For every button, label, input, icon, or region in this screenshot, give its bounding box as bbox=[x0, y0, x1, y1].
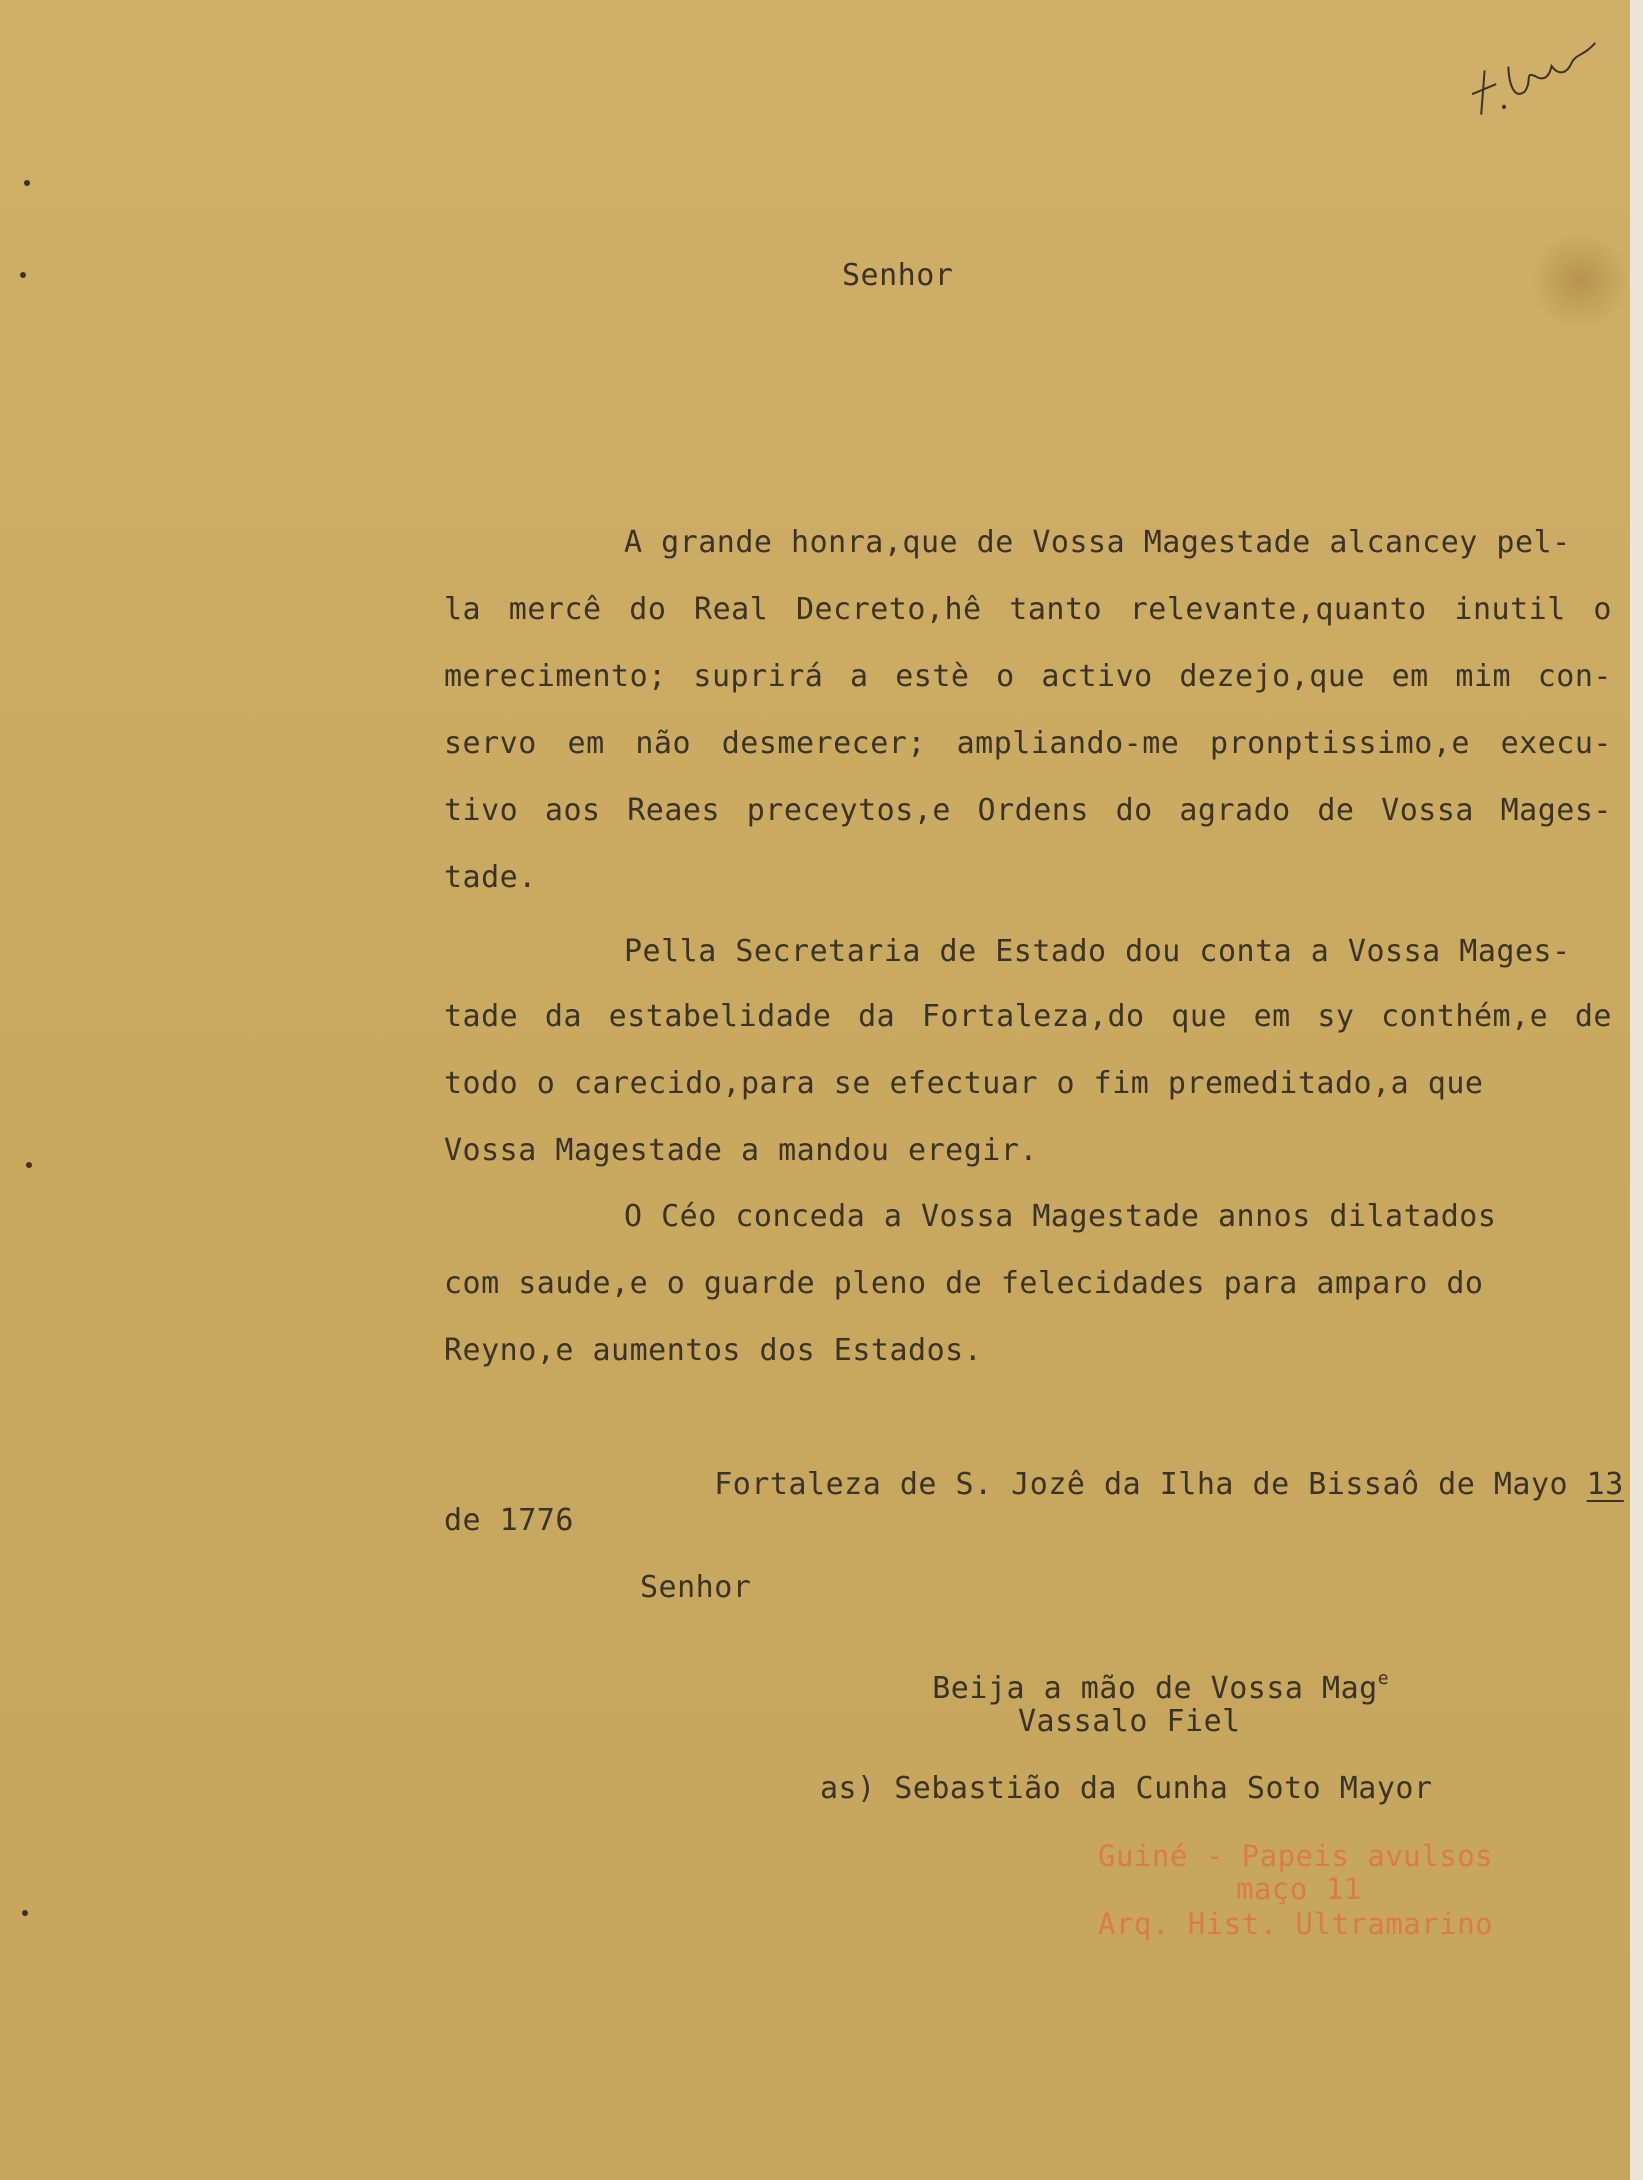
signature: as) Sebastião da Cunha Soto Mayor bbox=[820, 1771, 1433, 1806]
dateline-year: de 1776 bbox=[444, 1503, 574, 1538]
handwritten-annotation bbox=[1455, 21, 1620, 135]
archive-stamp-line-3: Arq. Hist. Ultramarino bbox=[1098, 1907, 1494, 1941]
punch-mark bbox=[22, 1910, 28, 1916]
punch-mark bbox=[26, 1162, 32, 1168]
paragraph-2-line-2: tade da estabelidade da Fortaleza,do que em sy conthém,e de bbox=[444, 999, 1612, 1034]
closing-kiss-hand-text: Beija a mão de Vossa Mag bbox=[932, 1671, 1378, 1706]
archive-stamp-line-2: maço 11 bbox=[1236, 1872, 1362, 1906]
paragraph-1-line-5: tivo aos Reaes preceytos,e Ordens do agrado de Vossa Mages- bbox=[444, 793, 1612, 828]
paragraph-3-line-3: Reyno,e aumentos dos Estados. bbox=[444, 1333, 983, 1368]
salutation: Senhor bbox=[842, 258, 954, 293]
closing-salutation: Senhor bbox=[640, 1570, 752, 1605]
paragraph-2-line-3: todo o carecido,para se efectuar o fim premeditado,a que bbox=[444, 1066, 1484, 1101]
paragraph-1-line-4: servo em não desmerecer; ampliando-me pronptissimo,e execu- bbox=[444, 726, 1612, 761]
dateline bbox=[640, 1440, 1624, 1530]
punch-mark bbox=[20, 272, 26, 278]
closing-kiss-hand-sup: e bbox=[1377, 1668, 1390, 1689]
dateline-day: 13 bbox=[1586, 1467, 1624, 1502]
paper-stain bbox=[1525, 235, 1630, 325]
archive-stamp-line-1: Guiné - Papeis avulsos bbox=[1098, 1839, 1494, 1873]
paragraph-2-line-1: Pella Secretaria de Estado dou conta a Vossa Mages- bbox=[624, 934, 1571, 969]
paragraph-3-line-1: O Céo conceda a Vossa Magestade annos dilatados bbox=[624, 1199, 1497, 1234]
paragraph-1-line-3: merecimento; suprirá a estè o activo dezejo,que em mim con- bbox=[444, 659, 1612, 694]
dateline-place: Fortaleza de S. Jozê da Ilha de Bissaô de Mayo bbox=[714, 1467, 1587, 1502]
page-edge bbox=[1630, 0, 1643, 2180]
punch-mark bbox=[24, 180, 30, 186]
paragraph-1-line-1: A grande honra,que de Vossa Magestade alcancey pel- bbox=[624, 525, 1571, 560]
paragraph-3-line-2: com saude,e o guarde pleno de felecidades para amparo do bbox=[444, 1266, 1484, 1301]
paragraph-2-line-4: Vossa Magestade a mandou eregir. bbox=[444, 1133, 1038, 1168]
paragraph-1-line-6: tade. bbox=[444, 860, 537, 895]
paragraph-1-line-2: la mercê do Real Decreto,hê tanto relevante,quanto inutil o bbox=[444, 592, 1612, 627]
closing-vassal: Vassalo Fiel bbox=[1018, 1704, 1241, 1739]
